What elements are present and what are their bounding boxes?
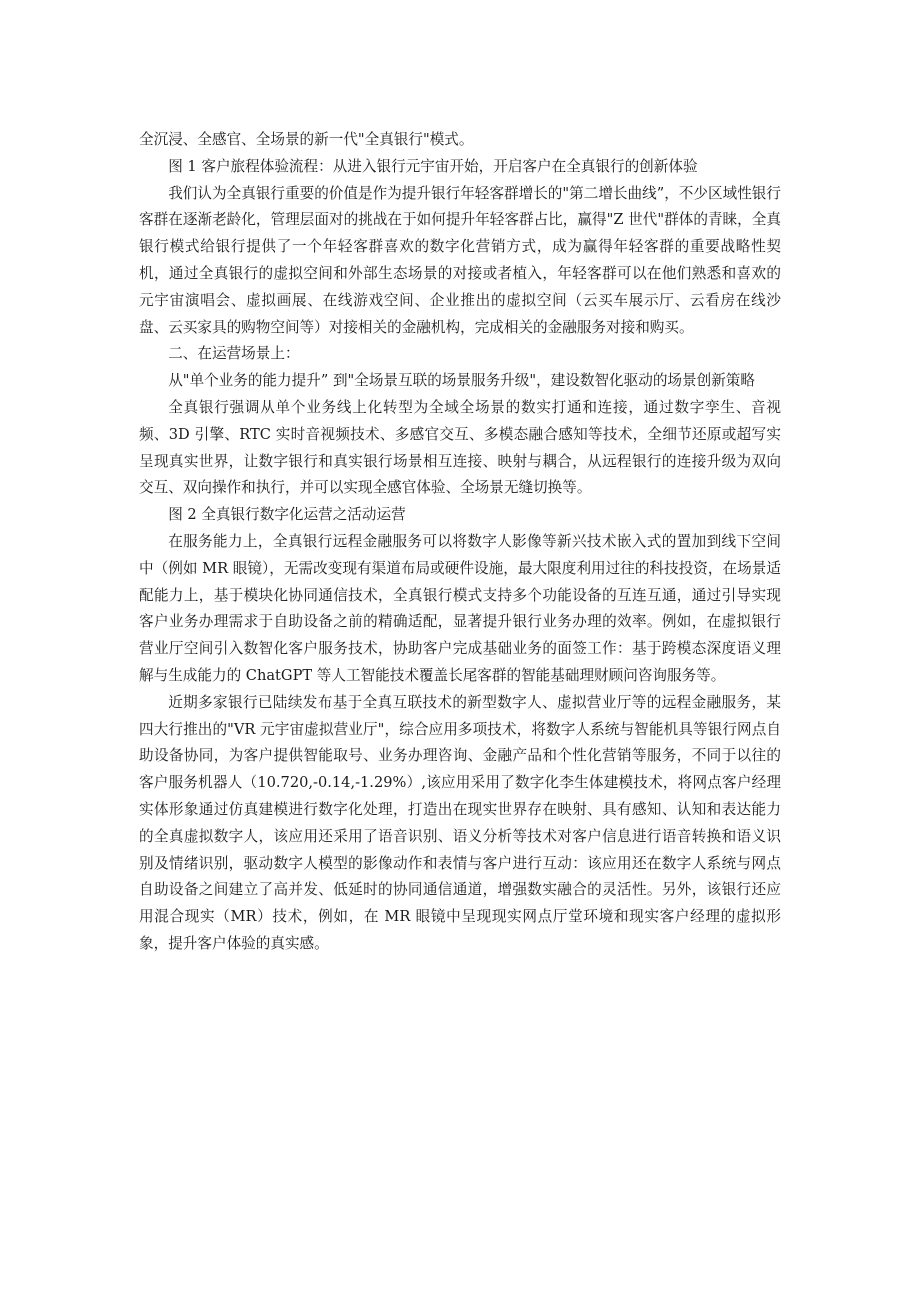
paragraph-digital-twin: 全真银行强调从单个业务线上化转型为全域全场景的数实打通和连接，通过数字孪生、音视频、3D 引擎、RTC 实时音视频技术、多感官交互、多模态融合感知等技术，全细节还原或超写实呈现真实世界，让数字银行和真实银行场景相互连接、映射与耦合，从远程银行的连接升级为双向交互、双向操作和执行，并可以实现全感官体验、全场景无缝切换等。 xyxy=(139,398,781,497)
figure-1-caption: 图 1 客户旅程体验流程：从进入银行元宇宙开始，开启客户在全真银行的创新体验 xyxy=(168,157,698,175)
document-body xyxy=(139,127,781,958)
paragraph-bank-cases: 近期多家银行已陆续发布基于全真互联技术的新型数字人、虚拟营业厅等的远程金融服务，某四大行推出的"VR 元宇宙虚拟营业厅"，综合应用多项技术，将数字人系统与智能机具等银行网点自助设备协同，为客户提供智能取号、业务办理咨询、金融产品和个性化营销等服务，不同于以往的客户服务机器人（10.720,-0.14,-1.29%）,该应用采用了数字化李生体建模技术，将网点客户经理实体形象通过仿真建模进行数字化处理，打造出在现实世界存在映射、具有感知、认知和表达能力的全真虚拟数字人，该应用还采用了语音识别、语义分析等技术对客户信息进行语音转换和语义识别及情绪识别，驱动数字人模型的影像动作和表情与客户进行互动：该应用还在数字人系统与网点自助设备之间建立了高并发、低延时的协同通信通道，增强数实融合的灵活性。另外，该银行还应用混合现实（MR）技术，例如，在 MR 眼镜中呈现现实网点厅堂环境和现实客户经理的虚拟形象，提升客户体验的真实感。 xyxy=(139,693,781,952)
paragraph-young-customers: 我们认为全真银行重要的价值是作为提升银行年轻客群增长的"第二增长曲线”，不少区域性银行客群在逐渐老龄化，管理层面对的挑战在于如何提升年轻客群占比，赢得"Z 世代"群体的青睐，全真银行模式给银行提供了一个年轻客群喜欢的数字化营销方式，成为赢得年轻客群的重要战略性契机，通过全真银行的虚拟空间和外部生态场景的对接或者植入，年轻客群可以在他们熟悉和喜欢的元宇宙演唱会、虚拟画展、在线游戏空间、企业推出的虚拟空间（云买车展示厅、云看房在线沙盘、云买家具的购物空间等）对接相关的金融机构，完成相关的金融服务对接和购买。 xyxy=(139,184,781,336)
subheading-scene-strategy: 从"单个业务的能力提升” 到"全场景互联的场景服务升级"，建设数智化驱动的场景创新策略 xyxy=(168,372,755,390)
figure-2-caption: 图 2 全真银行数字化运营之活动运营 xyxy=(168,506,406,524)
section-heading-operations: 二、在运营场景上： xyxy=(168,345,300,363)
paragraph-service-capability: 在服务能力上，全真银行远程金融服务可以将数字人影像等新兴技术嵌入式的置加到线下空间中（例如 MR 眼镜），无需改变现有渠道布局或硬件设施，最大限度利用过往的科技投资，在场景适配能力上，基于模块化协同通信技术，全真银行模式支持多个功能设备的互连互通，通过引导实现客户业务办理需求于自助设备之前的精确适配，显著提升银行业务办理的效率。例如，在虚拟银行营业厅空间引入数智化客户服务技术，协助客户完成基础业务的面签工作：基于跨模态深度语义理解与生成能力的 ChatGPT 等人工智能技术覆盖长尾客群的智能基础理财顾问咨询服务等。 xyxy=(139,532,781,684)
paragraph-intro-continuation: 全沉浸、全感官、全场景的新一代"全真银行"模式。 xyxy=(139,131,474,148)
